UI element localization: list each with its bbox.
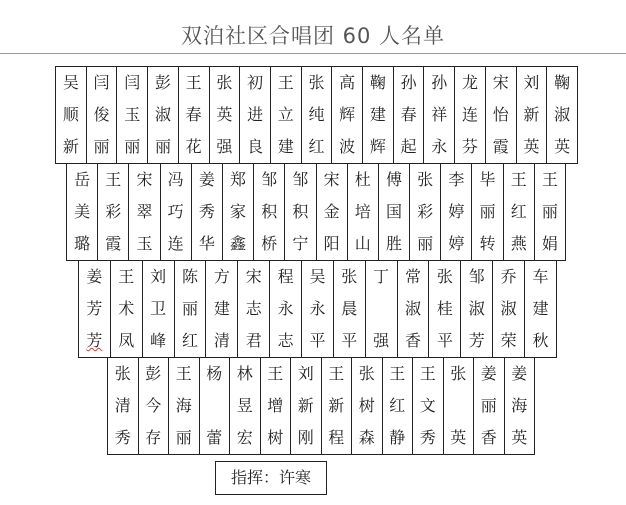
name-char: 培 [354,202,371,221]
name-char: 宏 [236,428,253,447]
name-char: 孙 [400,73,417,92]
name-char: 霞 [492,137,509,156]
name-cell [347,164,378,261]
name-char: 海 [175,396,192,415]
name-cell [169,358,200,455]
name-char: 晨 [341,299,358,318]
name-char: 邹 [292,170,309,189]
name-char: 芬 [461,137,478,156]
name-char: 刘 [297,364,314,383]
name-char: 闫 [93,73,110,92]
title-divider [0,53,626,54]
name-char: 辉 [339,105,356,124]
name-char: 秀 [114,428,131,447]
name-char: 俊 [93,105,110,124]
name-char: 宁 [292,234,309,253]
name-char: 静 [389,428,406,447]
name-cell [443,358,474,455]
name-char: 王 [118,267,135,286]
name-char: 张 [417,170,434,189]
name-cell [316,164,347,261]
name-char [366,293,397,325]
name-cell [174,261,206,358]
name-cell [110,261,142,358]
name-char: 森 [358,428,375,447]
name-char: 永 [277,299,294,318]
name-char: 郑 [230,170,247,189]
name-char: 巧 [167,202,184,221]
name-char: 娟 [541,234,558,253]
name-char: 英 [450,428,467,447]
name-cell [474,358,505,455]
name-cell [363,67,394,164]
name-char: 荣 [500,331,517,350]
name-char: 树 [358,396,375,415]
name-cell [222,164,253,261]
name-char: 王 [105,170,122,189]
name-char: 华 [198,234,215,253]
name-char: 丽 [480,396,497,415]
name-cell [534,164,565,261]
name-cell [410,164,441,261]
name-char: 彩 [417,202,434,221]
name-char: 高 [339,73,356,92]
name-cell [516,67,547,164]
name-cell [472,164,503,261]
name-char: 姜 [511,364,528,383]
name-cell [503,164,534,261]
name-char: 霞 [105,234,122,253]
name-char: 凤 [118,331,135,350]
name-cell [424,67,455,164]
name-cell [461,261,493,358]
name-char: 祥 [431,105,448,124]
name-char: 香 [405,331,422,350]
name-char: 建 [369,105,386,124]
name-char: 张 [114,364,131,383]
name-char: 吴 [62,73,79,92]
name-cell [191,164,222,261]
name-char: 邹 [468,267,485,286]
name-char: 新 [523,105,540,124]
name-char: 毕 [479,170,496,189]
name-char: 丽 [479,202,496,221]
name-cell [160,164,191,261]
name-cell [429,261,461,358]
name-char [200,390,230,422]
name-char: 辉 [369,137,386,156]
name-cell [238,261,270,358]
name-char: 家 [230,202,247,221]
name-char: 李 [448,170,465,189]
name-char: 玉 [124,105,141,124]
name-cell [209,67,240,164]
name-char: 山 [354,234,371,253]
name-char: 常 [405,267,422,286]
name-char: 鑫 [230,234,247,253]
name-char: 车 [532,267,549,286]
name-char: 燕 [510,234,527,253]
name-cell [333,261,365,358]
name-char: 桥 [261,234,278,253]
name-char: 今 [145,396,162,415]
name-char: 桂 [436,299,453,318]
name-char: 王 [541,170,558,189]
name-char: 丽 [541,202,558,221]
name-char: 王 [419,364,436,383]
name-char: 波 [339,137,356,156]
name-cell [254,164,285,261]
name-char: 芳 [86,331,103,350]
name-char: 红 [389,396,406,415]
name-char: 良 [247,137,264,156]
name-char: 丽 [154,137,171,156]
name-cell [365,261,397,358]
name-cell [142,261,174,358]
name-char: 秀 [198,202,215,221]
name-cell [382,358,413,455]
name-char: 芳 [468,331,485,350]
name-char: 方 [213,267,230,286]
name-char: 英 [216,105,233,124]
name-cell [504,358,535,455]
name-char: 淑 [405,299,422,318]
name-char: 张 [216,73,233,92]
name-cell [332,67,363,164]
name-cell [230,358,261,455]
name-char: 丽 [93,137,110,156]
name-char: 国 [385,202,402,221]
name-char: 积 [292,202,309,221]
name-cell [301,67,332,164]
name-char: 龙 [461,73,478,92]
name-cell [206,261,238,358]
name-cell [441,164,472,261]
name-cell [86,67,117,164]
name-char: 立 [277,105,294,124]
name-char: 王 [328,364,345,383]
name-cell [493,261,525,358]
name-cell [455,67,486,164]
name-char: 王 [267,364,284,383]
name-char: 张 [341,267,358,286]
name-cell [178,67,209,164]
name-char: 新 [62,137,79,156]
name-char: 英 [523,137,540,156]
name-char: 胜 [385,234,402,253]
name-char: 红 [510,202,527,221]
name-char: 积 [261,202,278,221]
name-char: 岳 [74,170,91,189]
name-char: 平 [436,331,453,350]
name-char: 杨 [206,364,223,383]
name-char: 树 [267,428,284,447]
name-cell [393,67,424,164]
name-cell [270,261,302,358]
name-cell [138,358,169,455]
name-char: 建 [213,299,230,318]
name-char: 彭 [154,73,171,92]
name-char: 张 [450,364,467,383]
name-char: 玉 [136,234,153,253]
name-char: 进 [247,105,264,124]
name-char: 宋 [245,267,262,286]
name-char: 海 [511,396,528,415]
name-char: 术 [118,299,135,318]
names-row-3 [78,260,557,358]
name-char: 乔 [500,267,517,286]
name-char: 王 [175,364,192,383]
name-cell [321,358,352,455]
name-cell [260,358,291,455]
name-char: 强 [216,137,233,156]
name-cell [413,358,444,455]
name-cell [67,164,98,261]
name-char: 平 [309,331,326,350]
name-char: 初 [247,73,264,92]
name-char: 清 [114,396,131,415]
name-cell [79,261,111,358]
name-char: 王 [185,73,202,92]
name-cell [397,261,429,358]
name-char: 淑 [154,105,171,124]
name-char: 红 [182,331,199,350]
name-char: 丁 [373,267,390,286]
name-char: 吴 [309,267,326,286]
name-cell [285,164,316,261]
name-char: 婷 [448,202,465,221]
name-cell [525,261,557,358]
name-char: 建 [277,137,294,156]
name-char: 璐 [74,234,91,253]
page-title: 双泊社区合唱团 60 人名单 [180,24,446,48]
name-char: 丽 [175,428,192,447]
name-char: 王 [510,170,527,189]
name-cell [547,67,578,164]
name-char: 卫 [150,299,167,318]
name-char: 增 [267,396,284,415]
names-row-4 [107,357,535,455]
name-char: 平 [341,331,358,350]
name-cell [148,67,179,164]
conductor-box: 指挥：许寒 [215,461,327,495]
name-cell [485,67,516,164]
name-cell [108,358,139,455]
name-cell [98,164,129,261]
name-char: 存 [145,428,162,447]
name-char: 张 [436,267,453,286]
name-cell [291,358,322,455]
name-char: 邹 [261,170,278,189]
name-char: 美 [74,202,91,221]
name-char: 丽 [182,299,199,318]
name-char: 彭 [145,364,162,383]
name-char: 秋 [532,331,549,350]
name-char: 昱 [236,396,253,415]
name-char: 傅 [385,170,402,189]
name-char: 程 [277,267,294,286]
name-char: 鞠 [554,73,571,92]
name-char: 花 [185,137,202,156]
name-char: 张 [308,73,325,92]
name-char: 杜 [354,170,371,189]
name-char: 冯 [167,170,184,189]
name-char: 彩 [105,202,122,221]
name-char: 建 [532,299,549,318]
name-char: 林 [236,364,253,383]
name-char: 永 [309,299,326,318]
name-char: 姜 [86,267,103,286]
name-cell [302,261,334,358]
name-cell [56,67,87,164]
name-char: 连 [167,234,184,253]
name-char: 永 [431,137,448,156]
name-cell [270,67,301,164]
name-char: 阳 [323,234,340,253]
name-char: 程 [328,428,345,447]
name-char: 丽 [124,137,141,156]
name-char: 陈 [182,267,199,286]
name-char: 姜 [480,364,497,383]
name-char: 志 [277,331,294,350]
name-char [444,390,474,422]
name-char: 刚 [297,428,314,447]
name-char: 丽 [417,234,434,253]
name-char: 芳 [86,299,103,318]
name-char: 君 [245,331,262,350]
name-char: 孙 [431,73,448,92]
name-char: 怡 [492,105,509,124]
name-cell [129,164,160,261]
name-cell [352,358,383,455]
name-char: 鞠 [369,73,386,92]
name-char: 姜 [198,170,215,189]
name-char: 刘 [150,267,167,286]
name-cell [378,164,409,261]
name-char: 文 [419,396,436,415]
name-char: 王 [277,73,294,92]
name-char: 转 [479,234,496,253]
name-char: 顺 [62,105,79,124]
name-char: 闫 [124,73,141,92]
names-row-1 [55,66,578,164]
name-char: 峰 [150,331,167,350]
name-char: 婷 [448,234,465,253]
name-char: 新 [297,396,314,415]
name-char: 春 [400,105,417,124]
name-char: 淑 [468,299,485,318]
name-char: 起 [400,137,417,156]
name-char: 志 [245,299,262,318]
name-char: 刘 [523,73,540,92]
name-char: 王 [389,364,406,383]
name-char: 强 [373,331,390,350]
name-char: 秀 [419,428,436,447]
name-cell [240,67,271,164]
name-char: 纯 [308,105,325,124]
name-char: 宋 [136,170,153,189]
name-char: 红 [308,137,325,156]
name-char: 香 [480,428,497,447]
name-char: 淑 [500,299,517,318]
name-char: 蕾 [206,428,223,447]
name-char: 连 [461,105,478,124]
name-char: 淑 [554,105,571,124]
name-char: 张 [358,364,375,383]
name-char: 金 [323,202,340,221]
name-char: 春 [185,105,202,124]
name-char: 英 [554,137,571,156]
name-char: 宋 [323,170,340,189]
name-char: 新 [328,396,345,415]
name-char: 英 [511,428,528,447]
name-char: 宋 [492,73,509,92]
name-char: 清 [213,331,230,350]
name-cell [199,358,230,455]
name-cell [117,67,148,164]
names-row-2 [66,163,566,261]
name-char: 翠 [136,202,153,221]
